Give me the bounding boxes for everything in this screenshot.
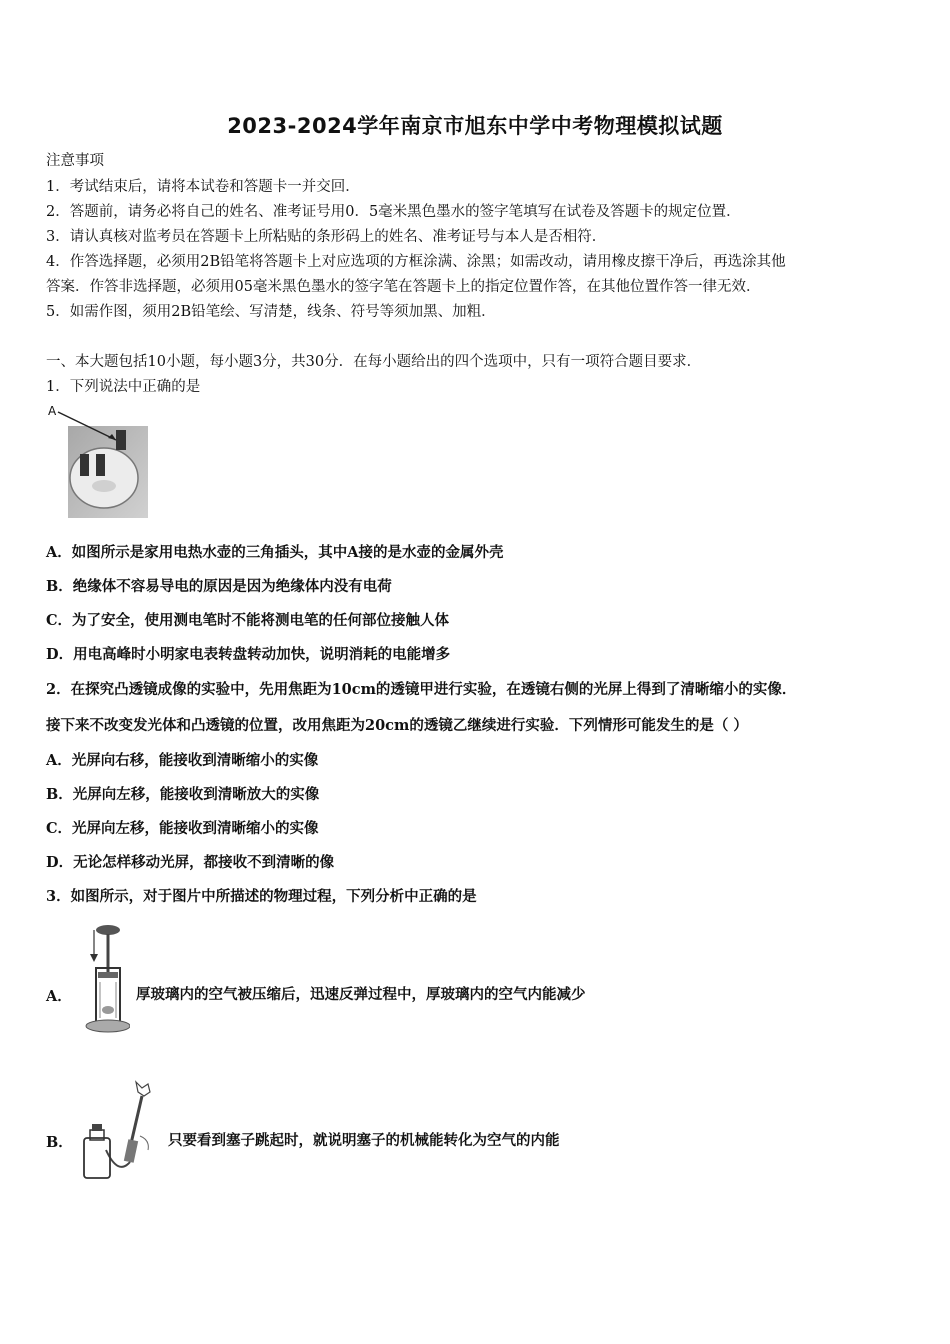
q1-stem: 1．下列说法中正确的是 (46, 379, 201, 395)
piston-cylinder-icon (82, 922, 130, 1034)
q2-option-d: D．无论怎样移动光屏，都接收不到清晰的像 (46, 854, 335, 871)
q1-option-b: B．绝缘体不容易导电的原因是因为绝缘体内没有电荷 (46, 578, 392, 595)
piston-figure (82, 922, 130, 1034)
q3-option-a-label: A． (46, 988, 72, 1005)
notice-item-3: 3．请认真核对监考员在答题卡上所粘贴的条形码上的姓名、准考证号与本人是否相符． (46, 229, 607, 245)
q2-stem-line-1: 2．在探究凸透镜成像的实验中，先用焦距为10cm的透镜甲进行实验，在透镜右侧的光屏上得到了清晰缩小的实像． (46, 681, 797, 698)
q2-option-a: A．光屏向右移，能接收到清晰缩小的实像 (46, 752, 319, 769)
plug-figure (46, 404, 150, 520)
notice-heading: 注意事项 (46, 153, 104, 169)
bottle-pump-figure (78, 1078, 164, 1182)
page-title: 2023-2024学年南京市旭东中学中考物理模拟试题 (227, 114, 723, 138)
notice-item-2: 2．答题前，请务必将自己的姓名、准考证号用0．5毫米黑色墨水的签字笔填写在试卷及答题卡的规定位置． (46, 204, 741, 220)
q1-option-c: C．为了安全，使用测电笔时不能将测电笔的任何部位接触人体 (46, 612, 450, 629)
q1-option-d: D．用电高峰时小明家电表转盘转动加快，说明消耗的电能增多 (46, 646, 451, 663)
q2-option-b: B．光屏向左移，能接收到清晰放大的实像 (46, 786, 320, 803)
q3-stem: 3．如图所示，对于图片中所描述的物理过程，下列分析中正确的是 (46, 888, 477, 905)
notice-item-1: 1．考试结束后，请将本试卷和答题卡一并交回． (46, 179, 360, 195)
notice-item-4: 4．作答选择题，必须用2B铅笔将答题卡上对应选项的方框涂满、涂黑；如需改动，请用橡皮擦干净后，再选涂其他 (46, 254, 786, 270)
q3-option-b-text: 只要看到塞子跳起时，就说明塞子的机械能转化为空气的内能 (168, 1132, 560, 1149)
section-1-heading: 一、本大题包括10小题，每小题3分，共30分．在每小题给出的四个选项中，只有一项符合题目要求． (46, 354, 702, 370)
q3-option-a-text: 厚玻璃内的空气被压缩后，迅速反弹过程中，厚玻璃内的空气内能减少 (136, 986, 586, 1003)
bottle-pump-icon (78, 1078, 164, 1182)
q2-option-c: C．光屏向左移，能接收到清晰缩小的实像 (46, 820, 319, 837)
figure-label-a: A (48, 404, 57, 418)
notice-item-4-cont: 答案．作答非选择题，必须用05毫米黑色墨水的签字笔在答题卡上的指定位置作答，在其他位置作答一律无效． (46, 279, 761, 295)
q1-option-a: A．如图所示是家用电热水壶的三角插头，其中A接的是水壶的金属外壳 (46, 544, 504, 561)
q2-stem-line-2: 接下来不改变发光体和凸透镜的位置，改用焦距为20cm的透镜乙继续进行实验．下列情形可能发生的是（ ） (46, 717, 748, 734)
q3-option-b-label: B． (46, 1134, 73, 1151)
plug-icon (46, 404, 150, 520)
notice-item-5: 5．如需作图，须用2B铅笔绘、写清楚，线条、符号等须加黑、加粗． (46, 304, 496, 320)
